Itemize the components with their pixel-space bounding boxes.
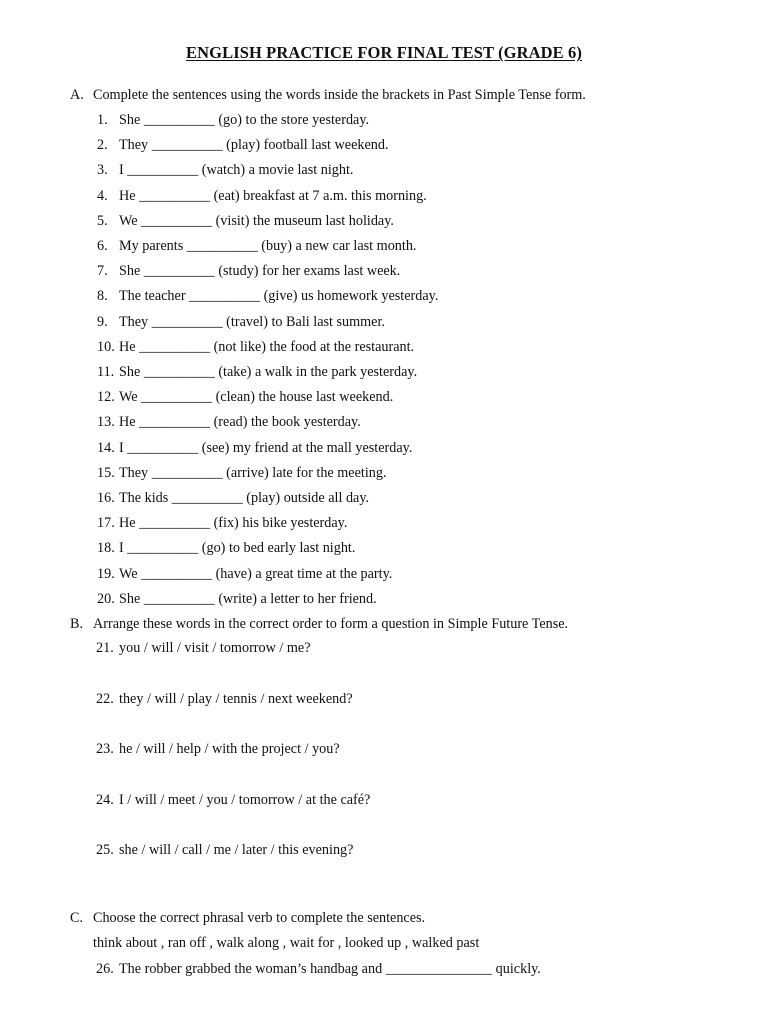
item-text: He __________ (fix) his bike yesterday. xyxy=(119,515,348,532)
item-text: he / will / help / with the project / you? xyxy=(119,741,340,757)
item-text: They __________ (travel) to Bali last summer. xyxy=(119,313,385,330)
item-number: 25. xyxy=(96,842,114,858)
page-title: ENGLISH PRACTICE FOR FINAL TEST (GRADE 6) xyxy=(186,43,582,62)
item-text: I / will / meet / you / tomorrow / at the café? xyxy=(119,791,371,808)
item-number: 9. xyxy=(97,313,108,330)
section-b-letter: B. xyxy=(70,616,84,632)
item-number: 12. xyxy=(97,389,115,406)
item-text: I __________ (go) to bed early last night. xyxy=(119,540,356,557)
item-number: 10. xyxy=(97,338,115,355)
item-number: 3. xyxy=(97,162,108,179)
item-text: She __________ (take) a walk in the park yesterday. xyxy=(119,364,418,380)
item-number: 6. xyxy=(97,238,108,254)
item-text: She __________ (study) for her exams last week. xyxy=(119,263,401,280)
item-number: 15. xyxy=(97,464,115,481)
section-a-letter: A. xyxy=(70,87,84,103)
item-number: 7. xyxy=(97,263,108,280)
item-text: they / will / play / tennis / next weekend? xyxy=(119,690,353,707)
item-text: I __________ (see) my friend at the mall yesterday. xyxy=(119,439,413,456)
item-text: They __________ (arrive) late for the meeting. xyxy=(119,464,387,481)
item-text: The teacher __________ (give) us homework yesterday. xyxy=(119,288,439,305)
item-number: 19. xyxy=(97,565,115,582)
item-text: She __________ (go) to the store yesterday. xyxy=(119,112,370,128)
item-number: 4. xyxy=(97,187,108,204)
item-number: 11. xyxy=(97,364,115,380)
item-text: I __________ (watch) a movie last night. xyxy=(119,162,354,179)
item-number: 14. xyxy=(97,439,115,456)
section-b-instruction: Arrange these words in the correct order to form a question in Simple Future Tense. xyxy=(93,616,569,632)
section-a-instruction: Complete the sentences using the words inside the brackets in Past Simple Tense form. xyxy=(93,87,586,103)
item-number: 8. xyxy=(97,288,108,305)
item-number: 17. xyxy=(97,515,115,532)
item-number: 1. xyxy=(97,112,108,128)
item-text: My parents __________ (buy) a new car last month. xyxy=(119,238,417,254)
section-c-options: think about , ran off , walk along , wait for , looked up , walked past xyxy=(93,935,480,951)
item-text: She __________ (write) a letter to her friend. xyxy=(119,590,377,607)
item-number: 20. xyxy=(97,590,115,607)
item-number: 23. xyxy=(96,741,114,757)
item-number: 18. xyxy=(97,540,115,557)
item-number: 22. xyxy=(96,690,114,707)
item-text: He __________ (not like) the food at the restaurant. xyxy=(119,338,415,355)
section-c-letter: C. xyxy=(70,910,84,926)
item-text: We __________ (visit) the museum last holiday. xyxy=(119,212,394,229)
item-text: We __________ (clean) the house last weekend. xyxy=(119,389,394,406)
item-number: 24. xyxy=(96,791,114,808)
item-number: 5. xyxy=(97,212,108,229)
item-text: she / will / call / me / later / this evening? xyxy=(119,842,354,858)
item-text: They __________ (play) football last weekend. xyxy=(119,137,389,154)
item-text: He __________ (eat) breakfast at 7 a.m. this morning. xyxy=(119,187,427,204)
item-text: He __________ (read) the book yesterday. xyxy=(119,414,361,431)
item-number: 13. xyxy=(97,414,115,431)
section-c-instruction: Choose the correct phrasal verb to complete the sentences. xyxy=(93,910,426,926)
item-number: 26. xyxy=(96,961,114,977)
item-text: We __________ (have) a great time at the party. xyxy=(119,565,393,582)
item-text: you / will / visit / tomorrow / me? xyxy=(119,640,311,656)
item-text: The robber grabbed the woman’s handbag and _______________ quickly. xyxy=(119,961,541,977)
item-number: 2. xyxy=(97,137,108,154)
item-number: 21. xyxy=(96,640,114,656)
item-text: The kids __________ (play) outside all day. xyxy=(119,490,370,506)
item-number: 16. xyxy=(97,490,115,506)
